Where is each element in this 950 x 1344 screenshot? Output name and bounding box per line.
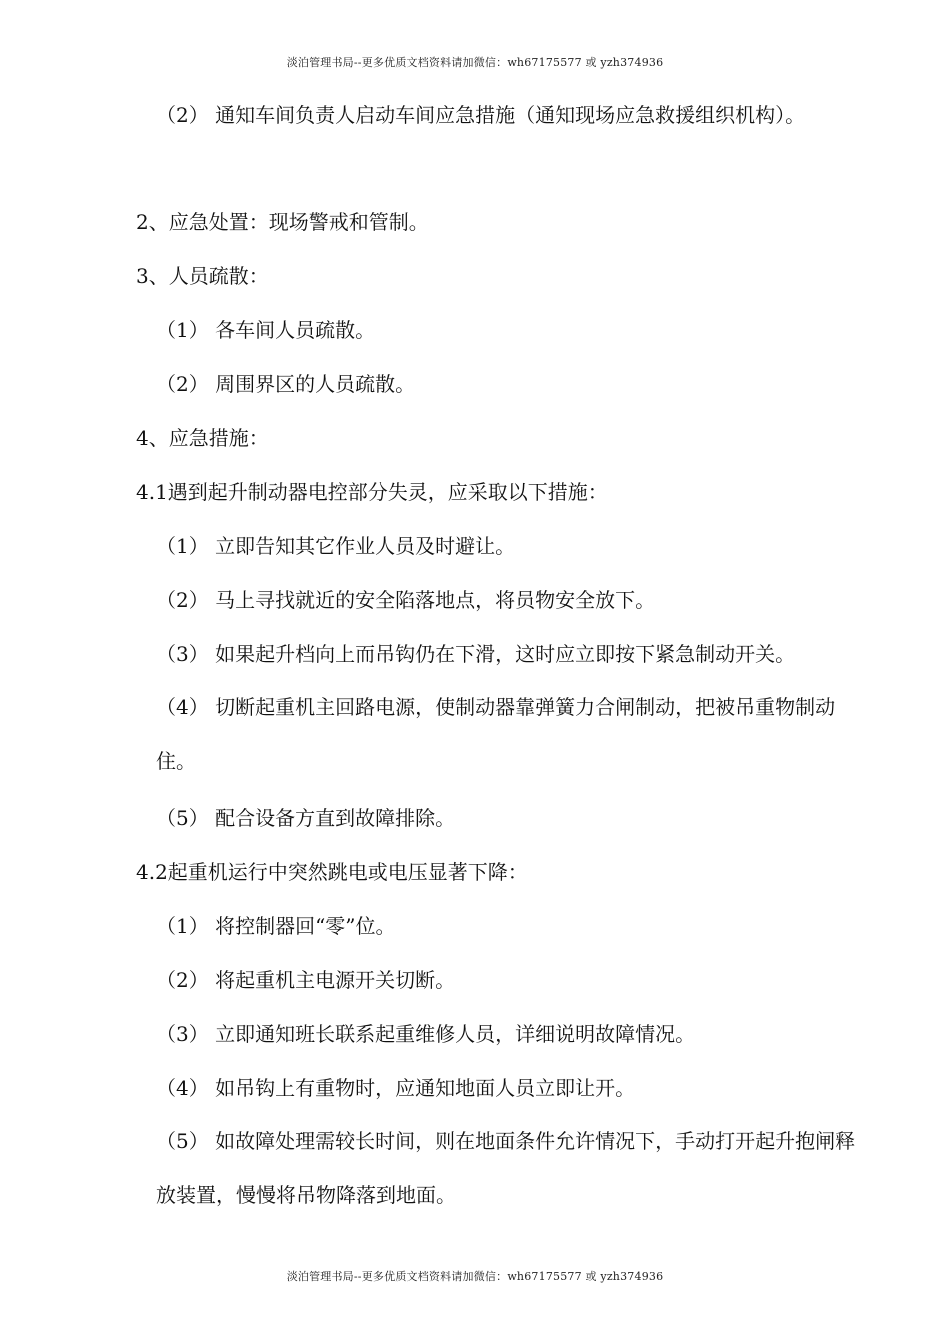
paragraph-10: （3） 如果起升档向上而吊钩仍在下滑，这时应立即按下紧急制动开关。 — [156, 642, 796, 666]
paragraph-7: 4.1遇到起升制动器电控部分失灵，应采取以下措施： — [136, 480, 608, 504]
paragraph-6: 4、应急措施： — [136, 426, 269, 450]
page-footer: 淡泊管理书局--更多优质文档资料请加微信：wh67175577 或 yzh374936 — [286, 1270, 664, 1283]
paragraph-4: （1） 各车间人员疏散。 — [156, 318, 376, 342]
page-header: 淡泊管理书局--更多优质文档资料请加微信：wh67175577 或 yzh374936 — [286, 56, 664, 69]
paragraph-16: （3） 立即通知班长联系起重维修人员，详细说明故障情况。 — [156, 1022, 696, 1046]
paragraph-1: （2） 通知车间负责人启动车间应急措施（通知现场应急救援组织机构）。 — [156, 103, 806, 127]
paragraph-18: （5） 如故障处理需较长时间，则在地面条件允许情况下，手动打开起升抱闸释放装置，慢慢将吊物降落到地面。 — [156, 1129, 856, 1207]
paragraph-3: 3、人员疏散： — [136, 264, 269, 288]
paragraph-8: （1） 立即告知其它作业人员及时避让。 — [156, 534, 516, 558]
paragraph-2: 2、应急处置：现场警戒和管制。 — [136, 210, 429, 234]
paragraph-14: （1） 将控制器回“零”位。 — [156, 914, 396, 938]
paragraph-9: （2） 马上寻找就近的安全陷落地点，将员物安全放下。 — [156, 588, 656, 612]
paragraph-12: （5） 配合设备方直到故障排除。 — [156, 806, 456, 830]
paragraph-5: （2） 周围界区的人员疏散。 — [156, 372, 416, 396]
paragraph-17: （4） 如吊钩上有重物时，应通知地面人员立即让开。 — [156, 1076, 636, 1100]
paragraph-11: （4） 切断起重机主回路电源，使制动器靠弹簧力合闸制动，把被吊重物制动住。 — [156, 695, 836, 773]
paragraph-15: （2） 将起重机主电源开关切断。 — [156, 968, 456, 992]
paragraph-13: 4.2起重机运行中突然跳电或电压显著下降： — [136, 860, 528, 884]
